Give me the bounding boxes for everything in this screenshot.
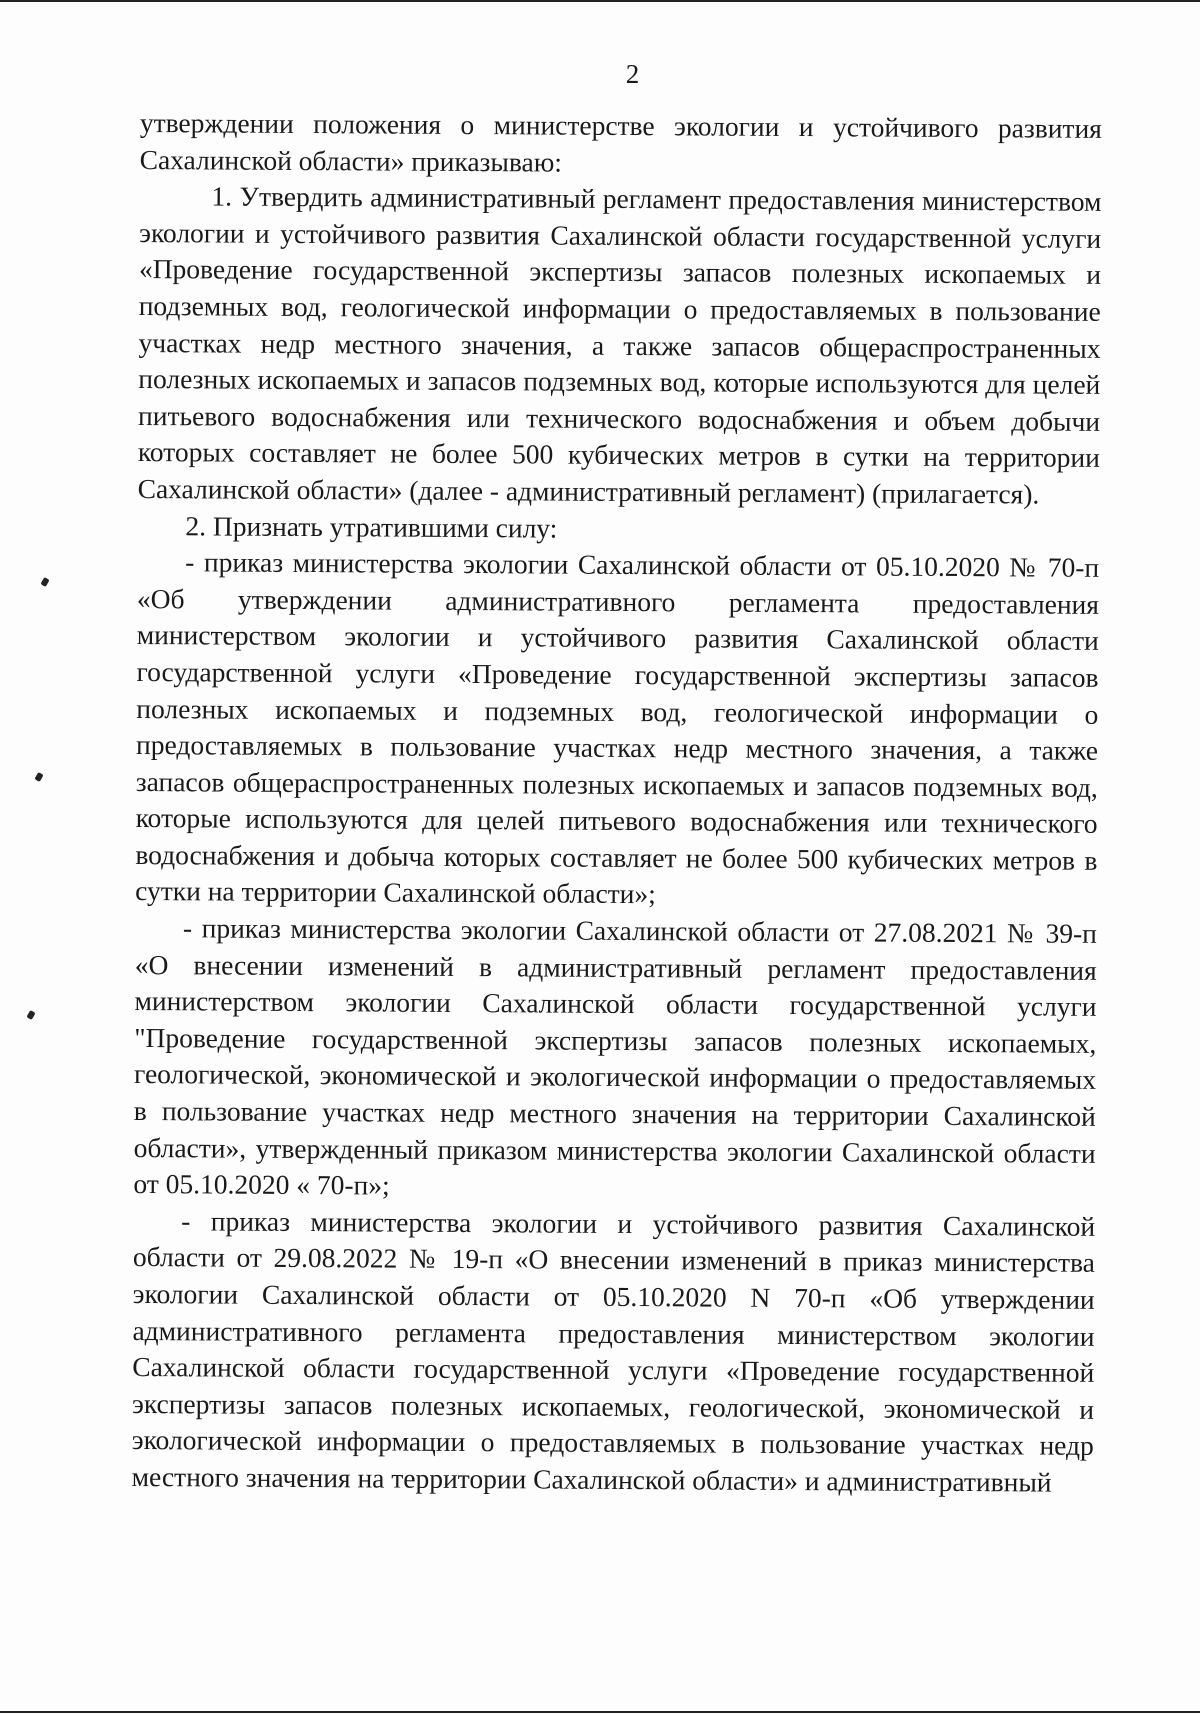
paragraph-item-1: 1. Утвердить административный регламент предоставления министерством экологии и устойчивого развития Сахалинской области государственной услуги «Проведение государственной экспертизы запасов полезных ископаемых и подземных вод, геологической информации о предоставляемых в пользование участках недр местного значения, а также запасов общераспространенных полезных ископаемых и запасов подземных вод, которые используются для целей питьевого водоснабжения или технического водоснабжения и объем добычи которых составляет не более 500 кубических метров в сутки на территории Сахалинской области» (далее - административный регламент) (прилагается).	[137, 180, 1102, 510]
scan-edge-bottom	[0, 1711, 1200, 1713]
scan-artifact	[40, 577, 49, 587]
scan-artifact	[26, 1010, 35, 1020]
paragraph-item-2: 2. Признать утратившими силу:	[185, 509, 558, 544]
paragraph-repealed-order-1: - приказ министерства экологии Сахалинской области от 05.10.2020 № 70-п «Об утверждении административного регламента предоставления министерством экологии и устойчивого развития Сахалинской области государственной услуги «Проведение государственной экспертизы запасов полезных ископаемых и подземных вод, геологической информации о предоставляемых в пользование участках недр местного значения, а также запасов общераспространенных полезных ископаемых и запасов подземных вод, которые используются для целей питьевого водоснабжения или технического водоснабжения и добыча которых составляет не более 500 кубических метров в сутки на территории Сахалинской области»;	[135, 546, 1100, 910]
paragraph-preamble-end: утверждении положения о министерстве экологии и устойчивого развития Сахалинской области» приказываю:	[139, 106, 1102, 178]
paragraph-repealed-order-3: - приказ министерства экологии и устойчивого развития Сахалинской области от 29.08.2022 № 19-п «О внесении изменений в приказ министерства экологии Сахалинской области от 05.10.2020 N 70-п «Об утверждении административного регламента предоставления министерством экологии Сахалинской области государственной услуги «Проведение государственной экспертизы запасов полезных ископаемых, геологической, экономической и экологической информации о предоставляемых в пользование участках недр местного значения на территории Сахалинской области» и административный	[131, 1205, 1096, 1498]
document-body	[132, 105, 1102, 1501]
page-number: 2	[625, 59, 640, 89]
paragraph-repealed-order-2: - приказ министерства экологии Сахалинской области от 27.08.2021 № 39-п «О внесении изменений в административный регламент предоставления министерством экологии Сахалинской области государственной услуги "Проведение государственной экспертизы запасов полезных ископаемых, геологической, экономической и экологической информации о предоставляемых в пользование участках недр местного значения на территории Сахалинской области», утвержденный приказом министерства экологии Сахалинской области от 05.10.2020 « 70-п»;	[133, 912, 1098, 1201]
scan-artifact	[34, 772, 43, 782]
scan-edge-top	[0, 0, 1200, 2]
